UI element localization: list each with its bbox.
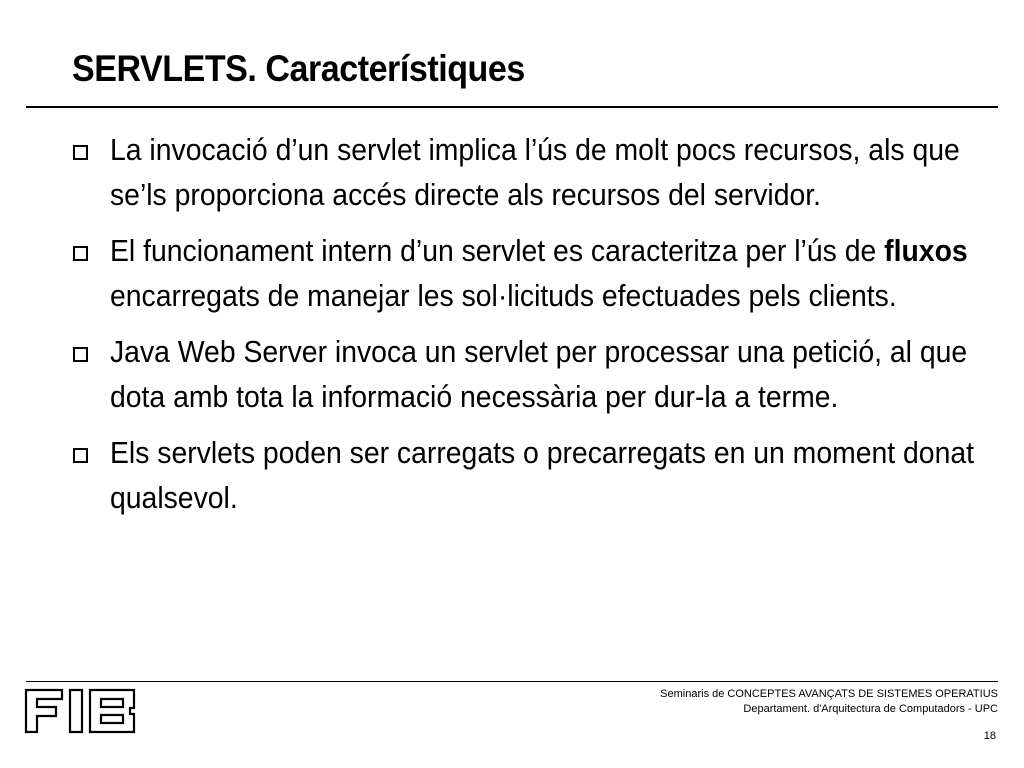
footer-department: Departament. d'Arquitectura de Computadors - UPC <box>743 703 998 715</box>
slide-title: SERVLETS. Característiques <box>72 48 525 89</box>
bullet-text <box>110 229 989 319</box>
footer-seminar: Seminaris de CONCEPTES AVANÇATS DE SISTEMES OPERATIUS <box>660 688 998 700</box>
square-bullet-icon <box>73 145 88 160</box>
square-bullet-icon <box>73 448 88 463</box>
bullet-item <box>72 229 992 319</box>
bullet-text: Els servlets poden ser carregats o precarregats en un moment donat qualsevol. <box>110 436 975 515</box>
bullet-text-post: encarregats de manejar les sol·licituds efectuades pels clients. <box>110 279 897 313</box>
bullet-text-pre: El funcionament intern d’un servlet es caracteritza per l’ús de <box>110 234 885 268</box>
bullet-text: Java Web Server invoca un servlet per processar una petició, al que dota amb tota la informació necessària per dur-la a terme. <box>110 335 968 414</box>
fib-logo <box>22 688 140 739</box>
footer-divider <box>26 681 998 682</box>
page-number: 18 <box>983 730 996 742</box>
fib-logo-icon <box>22 688 140 734</box>
bullet-list <box>72 128 992 532</box>
square-bullet-icon <box>73 246 88 261</box>
bullet-text: La invocació d’un servlet implica l’ús de molt pocs recursos, als que se’ls proporciona accés directe als recursos del servidor. <box>110 133 960 212</box>
bullet-item <box>72 330 992 420</box>
title-divider <box>26 106 998 108</box>
bullet-item <box>72 431 992 521</box>
bullet-text-emphasis: fluxos <box>884 234 968 268</box>
bullet-item <box>72 128 992 218</box>
square-bullet-icon <box>73 347 88 362</box>
